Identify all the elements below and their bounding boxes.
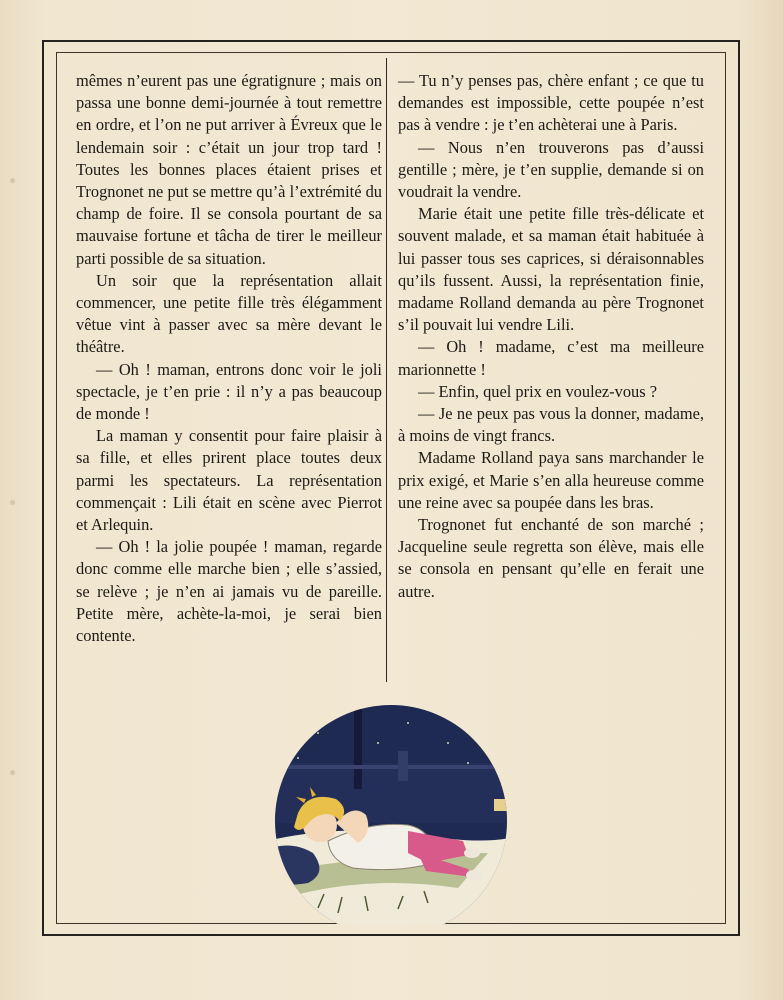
paragraph: Marie était une petite fille très-délicate et souvent malade, et sa maman était habituée à lui passer tous ses caprices, si déraisonnables qu’ils fussent. Aussi, la représentation finie, madame Rolland demanda au père Trognonet s’il pouvait lui vendre Lili. [398,204,704,335]
paragraph: — Oh ! madame, c’est ma meilleure marionnette ! [398,337,704,379]
right-text-column [398,70,704,603]
lamp-post [354,709,362,789]
paragraph: Trognonet fut enchanté de son marché ; Jacqueline seule regretta son élève, mais elle se consola en pensant qu’elle en ferait une autre. [398,515,704,601]
left-text-column [76,70,382,647]
paragraph: La maman y consentit pour faire plaisir à sa fille, et elles prirent place toutes deux parmi les spectateurs. La représentation commençait : Lili était en scène avec Pierrot et Arlequin. [76,426,382,535]
paragraph: — Tu n’y penses pas, chère enfant ; ce que tu demandes est impossible, cette poupée n’est pas à vendre : je t’en achèterai une à Paris. [398,71,704,135]
binding-hole [10,178,15,183]
paragraph: Madame Rolland paya sans marchander le prix exigé, et Marie s’en alla heureuse comme une reine avec sa poupée dans les bras. [398,448,704,512]
paragraph: — Enfin, quel prix en voulez-vous ? [418,381,657,401]
paragraph: — Oh ! maman, entrons donc voir le joli spectacle, je t’en prie : il n’y a pas beaucoup de monde ! [76,359,382,424]
paragraph: mêmes n’eurent pas une égratignure ; mais on passa une bonne demi-journée à tout remettre en ordre, et l’on ne put arriver à Évreux que le lendemain soir : c’était un jour trop tard ! Toutes les bonnes places étaient prises et Trognonet ne put se mettre qu’à l’extrémité du champ de foire. Il se consola pourtant de sa mauvaise fortune et tâcha de tirer le meilleur parti possible de sa situation. [76,71,382,268]
paragraph: Un soir que la représentation allait commencer, une petite fille très élégamment vêtue vint à passer avec sa mère devant le théâtre. [76,270,382,357]
paragraph: — Je ne peux pas vous la donner, madame, à moins de vingt francs. [398,404,704,446]
binding-hole [10,500,15,505]
sleeping-doll-illustration [258,703,524,925]
column-divider [386,58,387,682]
blue-cloth [258,846,319,886]
paragraph: — Nous n’en trouverons pas d’aussi gentille ; mère, je t’en supplie, demande si on voudrait la vendre. [398,137,704,202]
paragraph: — Oh ! la jolie poupée ! maman, regarde donc comme elle marche bien ; elle s’assied, se relève ; je n’en ai jamais vu de pareille. Petite mère, achète-la-moi, je serai bien contente. [76,537,382,646]
binding-hole [10,770,15,775]
